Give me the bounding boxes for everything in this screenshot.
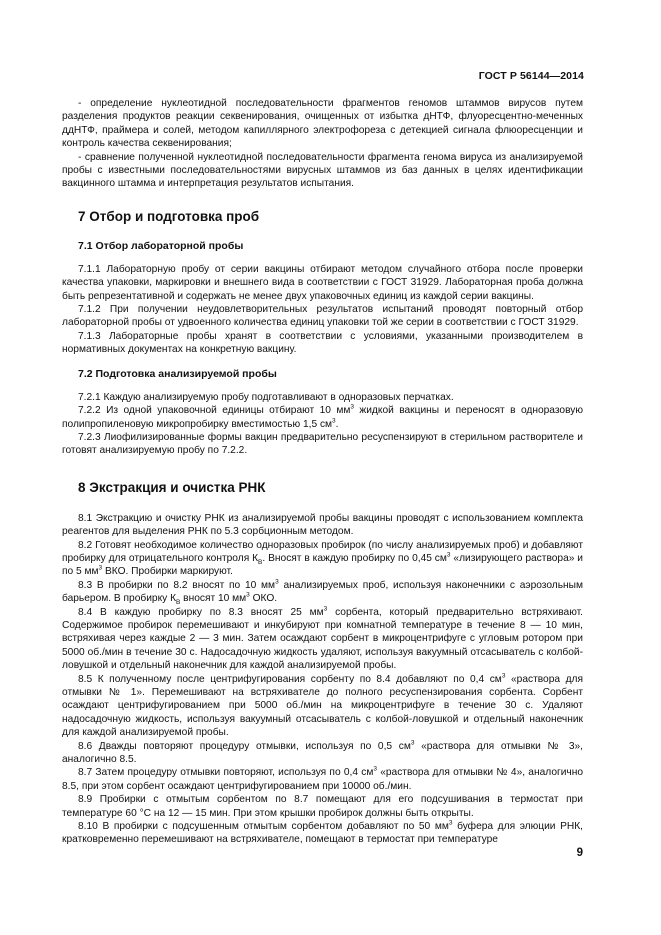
paragraph-8-7: 8.7 Затем процедуру отмывки повторяют, используя по 0,4 $см^3$ «раствора для отмывки № 4», аналогично 8.5, при этом сорбент осаждают центрифугированием при 10000 об./мин. <box>62 766 583 792</box>
section-7-title: 7 Отбор и подготовка проб <box>78 208 260 224</box>
paragraph-7-2-3: 7.2.3 Лиофилизированные формы вакцин предварительно ресуспензируют в стерильном растворителе и готовят анализируемую пробу по 7.2.2. <box>62 431 583 457</box>
paragraph-7-1-2: 7.1.2 При получении неудовлетворительных результатов испытаний проводят повторный отбор лабораторной пробы от удвоенного количества единиц упаковки той же серии в соответствии с ГОСТ 31929. <box>62 304 583 329</box>
intro-paragraph-1: - определение нуклеотидной последовательности фрагментов геномов штаммов вирусов путем разделения продуктов реакции секвенирования, очищенных от избытка дНТФ, флуоресцентно-меченных ддНТФ, праймера и солей, методом капиллярного электрофореза с детекцией сигнала флюоресценции и контроль качества секвенирования; <box>62 98 583 150</box>
paragraph-8-1: 8.1 Экстракцию и очистку РНК из анализируемой пробы вакцины проводят с использованием комплекта реагентов для выделения РНК по 5.3 сорбционным методом. <box>62 512 583 538</box>
paragraph-8-4: 8.4 В каждую пробирку по 8.3 вносят 25 $мм^3$ сорбента, который предварительно встряхивают. Содержимое пробирок перемешивают и инкубируют при комнатной температуре в течение 8 — 10 мин, встряхивая через каждые 2 — 3 мин. Затем осаждают сорбент в микроцентрифуге с угловым ротором при 5000 об./мин в течение 30 с. Надосадочную жидкость удаляют, используя вакуумный отсасыватель с колбой-ловушкой и отдельный наконечник для каждой анализируемой пробы. <box>62 605 583 672</box>
paragraph-7-1-3: 7.1.3 Лабораторные пробы хранят в соответствии с условиями, указанными производителем в нормативных документах на конкретную вакцину. <box>62 330 583 356</box>
document-header: ГОСТ Р 56144—2014 <box>478 70 584 82</box>
page-number: 9 <box>576 847 583 859</box>
paragraph-8-10: 8.10 В пробирки с подсушенным отмытым сорбентом добавляют по 50 $мм^3$ буфера для элюции РНК, кратковременно перемешивают на встряхивателе, помещают в термостат при температуре <box>62 819 583 846</box>
section-7-1-title: 7.1 Отбор лабораторной пробы <box>78 239 244 252</box>
intro-paragraph-2: - сравнение полученной нуклеотидной последовательности фрагмента генома вируса из анализируемой пробы с известными последовательностями вирусных штаммов из баз данных в целях идентификации вакцинного штамма и интерпретация результатов испытания. <box>62 151 583 190</box>
paragraph-8-6: 8.6 Дважды повторяют процедуру отмывки, используя по 0,5 $см^3$ «раствора для отмывки № 3», аналогично 8.5. <box>62 739 583 766</box>
paragraph-8-5: 8.5 К полученному после центрифугирования сорбенту по 8.4 добавляют по 0,4 $см^3$ «раствора для отмывки № 1». Перемешивают на встряхивателе до полного ресуспензирования сорбента. Сорбент осаждают центрифугированием при 5000 об./мин на микроцентрифуге в течение 30 с. Удаляют надосадочную жидкость, используя вакуумный отсасыватель с колбой-ловушкой и отдельный наконечник для каждой анализируемой пробы. <box>62 672 583 739</box>
section-8-title: 8 Экстракция и очистка РНК <box>78 479 266 495</box>
paragraph-8-2: 8.2 Готовят необходимое количество одноразовых пробирок (по числу анализируемых проб) и добавляют пробирку для отрицательного контроля $К_В$. Вносят в каждую пробирку по 0,45 $см^3$ «лизирующего раствора» и по 5 $мм^3$ ВКО. Пробирки маркируют. <box>62 539 583 578</box>
paragraph-7-2-2: 7.2.2 Из одной упаковочной единицы отбирают 10 $мм^3$ жидкой вакцины и переносят в одноразовую полипропиленовую микропробирку вместимостью 1,5 $см^3$. <box>62 403 583 430</box>
section-7-2-title: 7.2 Подготовка анализируемой пробы <box>78 367 277 380</box>
paragraph-7-2-1: 7.2.1 Каждую анализируемую пробу подготавливают в одноразовых перчатках. <box>78 391 454 403</box>
paragraph-8-3: 8.3 В пробирки по 8.2 вносят по 10 $мм^3$ анализируемых проб, используя наконечники с аэрозольным барьером. В пробирку $К_В$ вносят 10 $мм^3$ ОКО. <box>62 578 583 607</box>
paragraph-8-9: 8.9 Пробирки с отмытым сорбентом по 8.7 помещают для его подсушивания в термостат при температуре 60 °С на 12 — 15 мин. При этом крышки пробирок должны быть открыты. <box>62 794 583 819</box>
paragraph-7-1-1: 7.1.1 Лабораторную пробу от серии вакцины отбирают методом случайного отбора после проверки качества упаковки, маркировки и внешнего вида в соответствии с ГОСТ 31929. Лабораторная проба должна быть репрезентативной и содержать не менее двух упаковочных единиц из каждой серии вакцины. <box>62 263 583 302</box>
document-body <box>62 97 583 847</box>
